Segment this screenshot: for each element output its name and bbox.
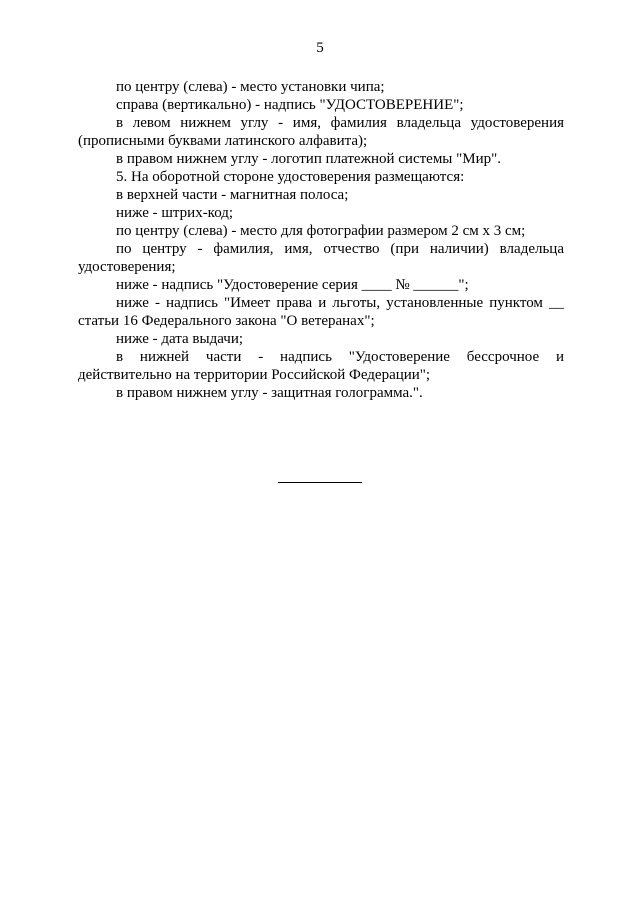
page-number: 5 bbox=[316, 40, 324, 56]
end-divider-line bbox=[278, 482, 362, 483]
document-body bbox=[78, 78, 564, 402]
paragraph-reverse-side-heading: 5. На оборотной стороне удостоверения размещаются: bbox=[116, 169, 465, 185]
paragraph-issue-date: ниже - дата выдачи; bbox=[116, 331, 244, 347]
paragraph-series-number: ниже - надпись "Удостоверение серия ____ № ______"; bbox=[116, 277, 469, 293]
paragraph-rights-benefits: ниже - надпись "Имеет права и льготы, установленные пунктом __ статьи 16 Федерального закона "О ветеранах"; bbox=[78, 295, 564, 329]
paragraph-mir-logo: в правом нижнем углу - логотип платежной системы "Мир". bbox=[116, 151, 501, 167]
paragraph-barcode: ниже - штрих-код; bbox=[116, 205, 234, 221]
paragraph-validity: в нижней части - надпись "Удостоверение бессрочное и действительно на территории Российской Федерации"; bbox=[78, 349, 564, 383]
paragraph-owner-name: в левом нижнем углу - имя, фамилия владельца удостоверения (прописными буквами латинского алфавита); bbox=[78, 115, 564, 149]
paragraph-vertical-label: справа (вертикально) - надпись "УДОСТОВЕРЕНИЕ"; bbox=[116, 97, 464, 113]
paragraph-chip-location: по центру (слева) - место установки чипа; bbox=[116, 79, 385, 95]
paragraph-photo-place: по центру (слева) - место для фотографии размером 2 см х 3 см; bbox=[116, 223, 526, 239]
paragraph-magnetic-stripe: в верхней части - магнитная полоса; bbox=[116, 187, 349, 203]
paragraph-owner-full-name: по центру - фамилия, имя, отчество (при наличии) владельца удостоверения; bbox=[78, 241, 564, 275]
paragraph-hologram: в правом нижнем углу - защитная голограмма.". bbox=[116, 385, 423, 401]
